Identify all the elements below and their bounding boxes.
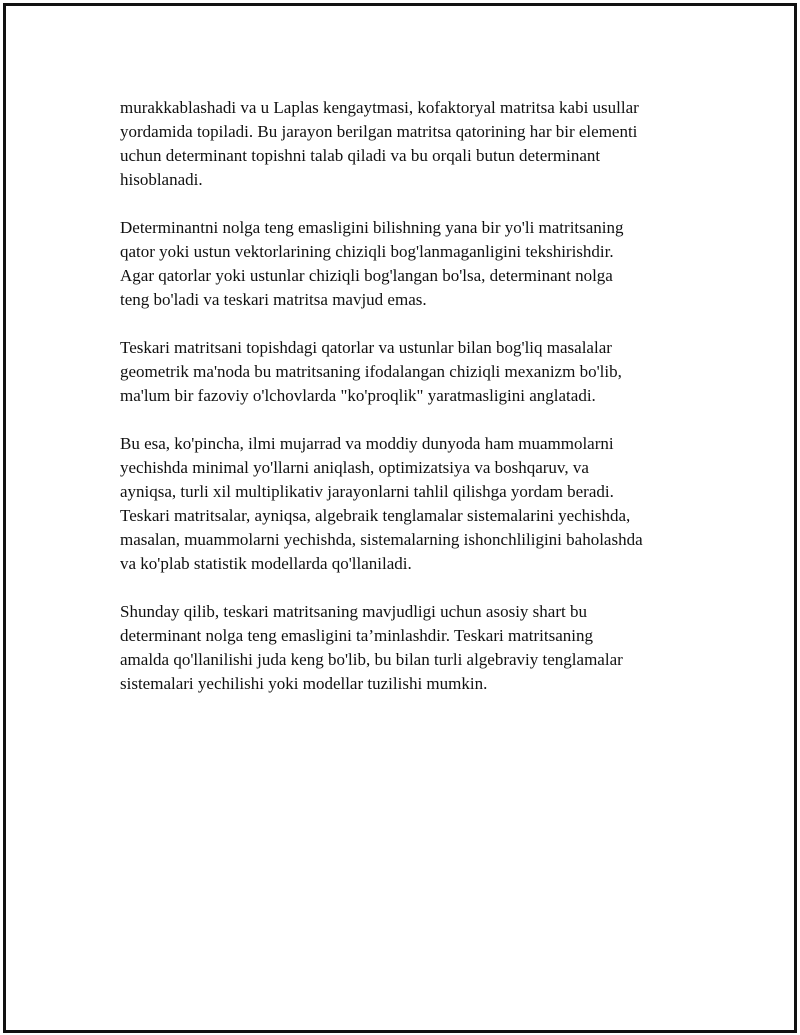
text-line: teng bo'ladi va teskari matritsa mavjud emas. — [120, 290, 427, 309]
document-body — [120, 96, 700, 720]
text-line: qator yoki ustun vektorlarining chiziqli bog'lanmaganligini tekshirishdir. — [120, 242, 614, 261]
text-line: uchun determinant topishni talab qiladi va bu orqali butun determinant — [120, 146, 601, 165]
text-line: Teskari matritsani topishdagi qatorlar va ustunlar bilan bog'liq masalalar — [120, 338, 612, 357]
text-line: geometrik ma'noda bu matritsaning ifodalangan chiziqli mexanizm bo'lib, — [120, 362, 622, 381]
text-line: Determinantni nolga teng emasligini bilishning yana bir yo'li matritsaning — [120, 218, 624, 237]
text-line: ma'lum bir fazoviy o'lchovlarda "ko'proqlik" yaratmasligini anglatadi. — [120, 386, 596, 405]
text-line: yordamida topiladi. Bu jarayon berilgan matritsa qatorining har bir elementi — [120, 122, 638, 141]
page-frame — [3, 3, 797, 1033]
text-line: yechishda minimal yo'llarni aniqlash, optimizatsiya va boshqaruv, va — [120, 458, 589, 477]
paragraph-3 — [120, 336, 700, 408]
text-line: Agar qatorlar yoki ustunlar chiziqli bog'langan bo'lsa, determinant nolga — [120, 266, 613, 285]
text-line: masalan, muammolarni yechishda, sistemalarning ishonchliligini baholashda — [120, 530, 643, 549]
paragraph-2 — [120, 216, 700, 312]
text-line: amalda qo'llanilishi juda keng bo'lib, bu bilan turli algebraviy tenglamalar — [120, 650, 623, 669]
text-line: murakkablashadi va u Laplas kengaytmasi, kofaktoryal matritsa kabi usullar — [120, 98, 639, 117]
text-line: hisoblanadi. — [120, 170, 203, 189]
text-line: determinant nolga teng emasligini ta’minlashdir. Teskari matritsaning — [120, 626, 593, 645]
text-line: ayniqsa, turli xil multiplikativ jarayonlarni tahlil qilishga yordam beradi. — [120, 482, 614, 501]
paragraph-1 — [120, 96, 700, 192]
text-line: Shunday qilib, teskari matritsaning mavjudligi uchun asosiy shart bu — [120, 602, 587, 621]
text-line: Teskari matritsalar, ayniqsa, algebraik tenglamalar sistemalarini yechishda, — [120, 506, 631, 525]
paragraph-4 — [120, 432, 700, 576]
text-line: va ko'plab statistik modellarda qo'llaniladi. — [120, 554, 412, 573]
paragraph-5 — [120, 600, 700, 696]
text-line: Bu esa, ko'pincha, ilmi mujarrad va moddiy dunyoda ham muammolarni — [120, 434, 614, 453]
text-line: sistemalari yechilishi yoki modellar tuzilishi mumkin. — [120, 674, 488, 693]
